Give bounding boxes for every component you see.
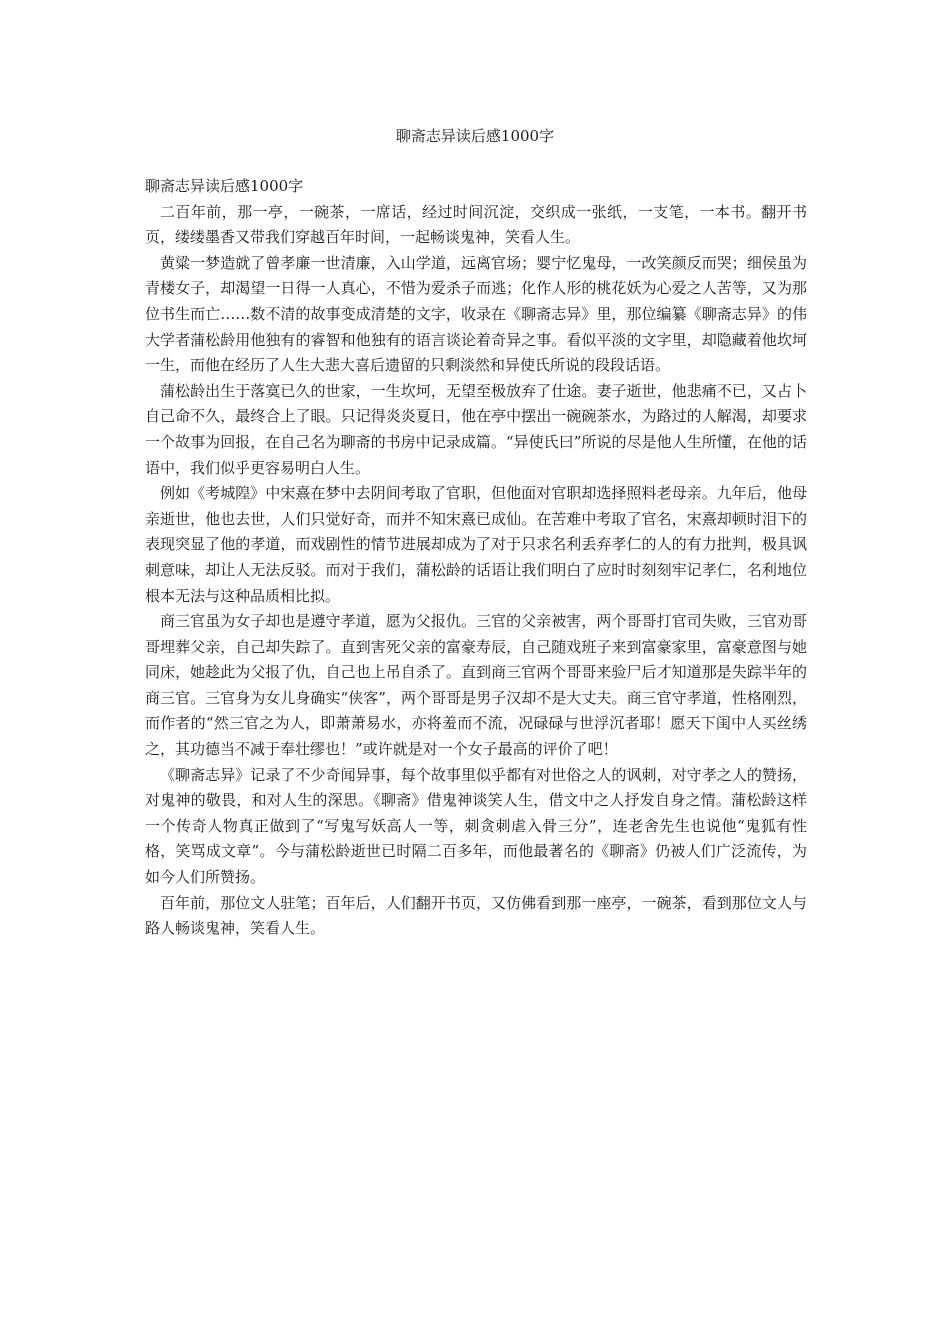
document-body — [145, 174, 807, 942]
paragraph: 黄粱一梦造就了曾孝廉一世清廉，入山学道，远离官场；婴宁忆鬼母，一改笑颜反而哭；细侯虽为青楼女子，却渴望一日得一人真心，不惜为爱杀子而逃；化作人形的桃花妖为心爱之人苦等，又为那位书生而亡……数不清的故事变成清楚的文字，收录在《聊斋志异》里，那位编纂《聊斋志异》的伟大学者蒲松龄用他独有的睿智和他独有的语言谈论着奇异之事。看似平淡的文字里，却隐藏着他坎坷一生，而他在经历了人生大悲大喜后遗留的只剩淡然和异使氏所说的段段话语。 — [145, 253, 807, 375]
document-title: 聊斋志异读后感1000字 — [395, 127, 555, 145]
paragraph: 商三官虽为女子却也是遵守孝道，愿为父报仇。三官的父亲被害，两个哥哥打官司失败，三官劝哥哥埋葬父亲，自己却失踪了。直到害死父亲的富豪寿辰，自己随戏班子来到富豪家里，富豪意图与她同床，她趁此为父报了仇，自己也上吊自杀了。直到商三官两个哥哥来验尸后才知道那是失踪半年的商三官。三官身为女儿身确实“侠客”，两个哥哥是男子汉却不是大丈夫。商三官守孝道，性格刚烈，而作者的“然三官之为人，即萧萧易水，亦将羞而不流，况碌碌与世浮沉者耶！愿天下闺中人买丝绣之，其功德当不减于奉壮缪也！”或许就是对一个女子最高的评价了吧！ — [145, 612, 807, 759]
paragraph: 二百年前，那一亭，一碗茶，一席话，经过时间沉淀，交织成一张纸，一支笔，一本书。翻开书页，缕缕墨香又带我们穿越百年时间，一起畅谈鬼神，笑看人生。 — [145, 202, 807, 247]
paragraph: 《聊斋志异》记录了不少奇闻异事，每个故事里似乎都有对世俗之人的讽刺，对守孝之人的赞扬，对鬼神的敬畏，和对人生的深思。《聊斋》借鬼神谈笑人生，借文中之人抒发自身之情。蒲松龄这样一个传奇人物真正做到了“写鬼写妖高人一等，刺贪刺虐入骨三分”，连老舍先生也说他“鬼狐有性格，笑骂成文章”。今与蒲松龄逝世已时隔二百多年，而他最著名的《聊斋》仍被人们广泛流传，为如今人们所赞扬。 — [145, 765, 807, 887]
paragraph: 例如《考城隍》中宋熹在梦中去阴间考取了官职，但他面对官职却选择照料老母亲。九年后，他母亲逝世，他也去世，人们只觉好奇，而并不知宋熹已成仙。在苦难中考取了官名，宋熹却顿时泪下的表现突显了他的孝道，而戏剧性的情节进展却成为了对于只求名利丢弃孝仁的人的有力批判，极具讽刺意味，却让人无法反驳。而对于我们，蒲松龄的话语让我们明白了应时时刻刻牢记孝仁，名利地位根本无法与这种品质相比拟。 — [145, 484, 807, 605]
document-subtitle: 聊斋志异读后感1000字 — [145, 177, 304, 195]
paragraph: 百年前，那位文人驻笔；百年后，人们翻开书页，又仿佛看到那一座亭，一碗茶，看到那位文人与路人畅谈鬼神，笑看人生。 — [145, 893, 807, 938]
paragraph: 蒲松龄出生于落寞已久的世家，一生坎坷，无望至极放弃了仕途。妻子逝世，他悲痛不已，又占卜自己命不久，最终合上了眼。只记得炎炎夏日，他在亭中摆出一碗碗茶水，为路过的人解渴，却要求一个故事为回报，在自己名为聊斋的书房中记录成篇。“异使氏曰”所说的尽是他人生所懂，在他的话语中，我们似乎更容易明白人生。 — [145, 381, 807, 477]
